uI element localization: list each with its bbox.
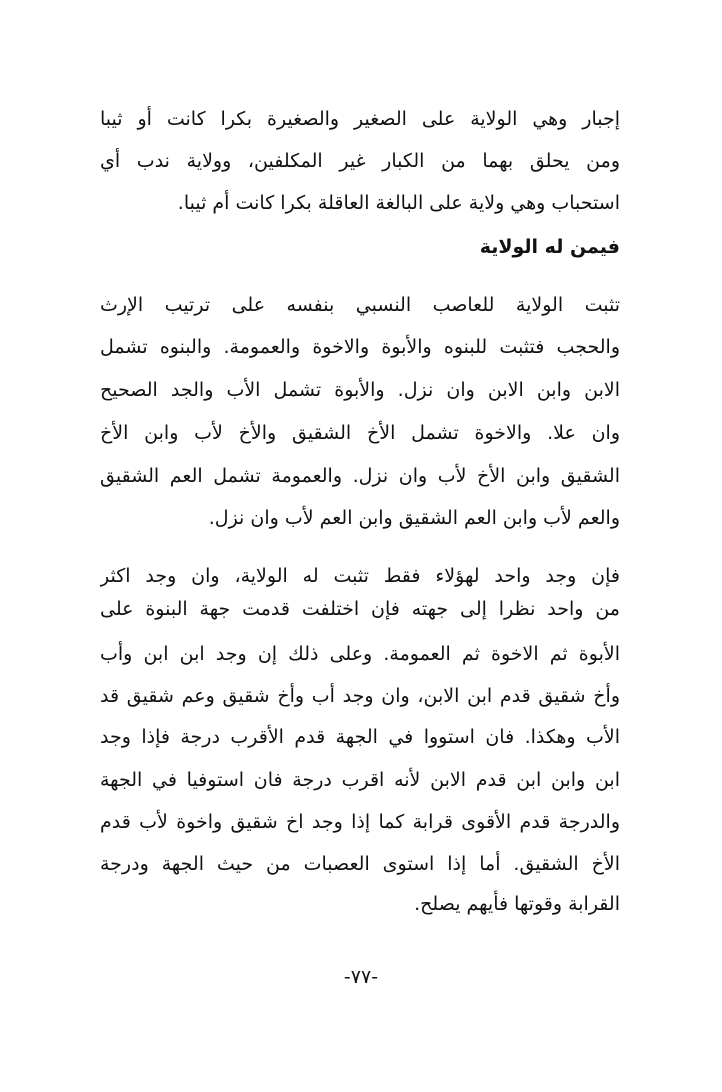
paragraph3-line-2: من واحد نظرا إلى جهته فإن اختلفت قدمت جهة البنوة على [100,598,620,620]
paragraph2-line-3: الابن وابن الابن وان نزل. والأبوة تشمل الأب والجد الصحيح [100,379,620,401]
page-number: -٧٧- [343,966,379,988]
paragraph3-line-8: الأخ الشقيق. أما إذا استوى العصبات من حيث الجهة ودرجة [100,853,620,875]
paragraph2-line-4: وان علا. والاخوة تشمل الأخ الشقيق والأخ لأب وابن الأخ [100,422,620,444]
section-heading: فيمن له الولاية [479,236,620,258]
paragraph3-line-9: القرابة وقوتها فأيهم يصلح. [414,893,620,915]
paragraph3-line-5: الأب وهكذا. فان استووا في الجهة قدم الأقرب درجة فإذا وجد [100,726,620,748]
paragraph3-line-6: ابن وابن ابن قدم الابن لأنه اقرب درجة فان استوفيا في الجهة [100,769,620,791]
paragraph3-line-7: والدرجة قدم الأقوى قرابة كما إذا وجد اخ شقيق واخوة لأب قدم [100,811,620,833]
paragraph1-line-2: ومن يحلق بهما من الكبار غير المكلفين، وولاية ندب أي [100,150,620,172]
paragraph3-line-1: فإن وجد واحد لهؤلاء فقط تثبت له الولاية، وان وجد اكثر [100,565,620,587]
paragraph3-line-4: وأخ شقيق قدم ابن الابن، وان وجد أب وأخ شقيق وعم شقيق قد [100,685,620,707]
paragraph3-line-3: الأبوة ثم الاخوة ثم العمومة. وعلى ذلك إن وجد ابن ابن وأب [100,643,620,665]
paragraph2-line-5: الشقيق وابن الأخ لأب وان نزل. والعمومة تشمل العم الشقيق [100,465,620,487]
paragraph2-line-2: والحجب فتثبت للبنوه والأبوة والاخوة والعمومة. والبنوه تشمل [100,336,620,358]
paragraph1-line-3: استحباب وهي ولاية على البالغة العاقلة بكرا كانت أم ثيبا. [177,192,620,214]
paragraph2-line-1: تثبت الولاية للعاصب النسبي بنفسه على ترتيب الإرث [100,294,620,316]
paragraph2-line-6: والعم لأب وابن العم الشقيق وابن العم لأب وان نزل. [208,507,620,529]
paragraph1-line-1: إجبار وهي الولاية على الصغير والصغيرة بكرا كانت أو ثيبا [100,108,620,130]
